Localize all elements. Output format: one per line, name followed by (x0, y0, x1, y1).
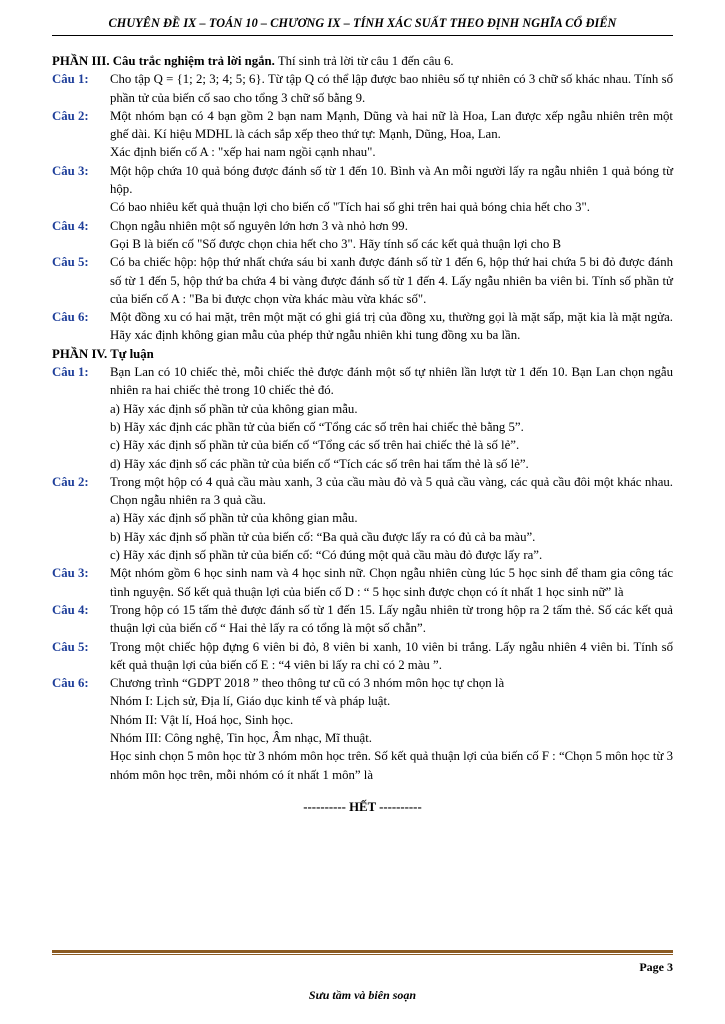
question-label: Câu 6: (52, 310, 89, 325)
part3-question-list (52, 70, 673, 344)
question-line: Có ba chiếc hộp: hộp thứ nhất chứa sáu bi xanh được đánh số từ 1 đến 6, hộp thứ hai chứa 5 bi đỏ được đánh số từ 1 đến 5, hộp thứ ba chứa 4 bi vàng được đánh số từ 1 đến 4. Lấy ngẫu nhiên ba viên bi. Tính số phần tử của biến cố A : "Ba bi được chọn vừa khác màu vừa khác số". (110, 255, 673, 306)
question-body (110, 601, 673, 638)
question-label: Câu 5: (52, 255, 89, 270)
question-label: Câu 2: (52, 474, 89, 489)
document-body (52, 52, 673, 816)
question-line: Xác định biến cố A : "xếp hai nam ngồi cạnh nhau". (110, 145, 376, 160)
question-body (110, 308, 673, 345)
question-label: Câu 6: (52, 676, 89, 691)
question-line: Trong hộp có 15 tấm thẻ được đánh số từ 1 đến 15. Lấy ngẫu nhiên từ trong hộp ra 2 tấm thẻ. Số các kết quả thuận lợi của biến cố “ Hai thẻ lấy ra có tổng là một số chẵn”. (110, 602, 673, 636)
question-line: Chương trình “GDPT 2018 ” theo thông tư cũ có 3 nhóm môn học tự chọn là (110, 676, 505, 691)
question-item (52, 70, 673, 107)
question-body (110, 564, 673, 601)
page-header (52, 16, 673, 36)
question-label: Câu 5: (52, 639, 89, 654)
question-body (110, 363, 673, 473)
question-body (110, 674, 673, 784)
question-line: c) Hãy xác định số phần tử của biến cố: “Có đúng một quả cầu màu đỏ được lấy ra”. (110, 548, 543, 563)
question-label: Câu 2: (52, 108, 89, 123)
question-label: Câu 4: (52, 602, 89, 617)
part4-heading (52, 345, 673, 363)
question-body (110, 107, 673, 162)
question-body (110, 162, 673, 217)
question-label: Câu 1: (52, 365, 89, 380)
question-line: b) Hãy xác định các phần tử của biến cố “Tổng các số trên hai chiếc thẻ bằng 5”. (110, 419, 524, 434)
question-item (52, 107, 673, 162)
question-line: d) Hãy xác định số các phần tử của biến cố “Tích các số trên hai tấm thẻ là số lẻ”. (110, 456, 529, 471)
question-item (52, 564, 673, 601)
question-body (110, 638, 673, 675)
question-line: Một nhóm gồm 6 học sinh nam và 4 học sinh nữ. Chọn ngẫu nhiên cùng lúc 5 học sinh để tham gia công tác tình nguyện. Số kết quả thuận lợi của biến cố D : “ 5 học sinh được chọn có ít nhất 1 học sinh nữ” là (110, 566, 673, 599)
page-number: Page 3 (639, 960, 673, 974)
question-line: Trong một chiếc hộp đựng 6 viên bi đỏ, 8 viên bi xanh, 10 viên bi trắng. Lấy ngẫu nhiên 4 viên bi. Tính số kết quả thuận lợi của biến cố E : “4 viên bi lấy ra chỉ có 2 màu ”. (110, 639, 673, 672)
question-line: a) Hãy xác định số phần tử của không gian mẫu. (110, 401, 358, 416)
question-line: Nhóm I: Lịch sử, Địa lí, Giáo dục kinh tế và pháp luật. (110, 694, 391, 709)
question-item (52, 162, 673, 217)
question-line: Có bao nhiêu kết quả thuận lợi cho biến cố "Tích hai số ghi trên hai quả bóng chia hết cho 3". (110, 200, 590, 215)
question-item (52, 601, 673, 638)
question-label: Câu 1: (52, 72, 89, 87)
question-item (52, 638, 673, 675)
question-line: Một hộp chứa 10 quả bóng được đánh số từ 1 đến 10. Bình và An mỗi người lấy ra ngẫu nhiên 1 quả bóng từ hộp. (110, 163, 673, 197)
question-line: Học sinh chọn 5 môn học từ 3 nhóm môn học trên. Số kết quả thuận lợi của biến cố F : “Chọn 5 môn học từ 3 nhóm môn học trên, mỗi nhóm có ít nhất 1 môn” là (110, 749, 673, 782)
question-body (110, 70, 673, 107)
question-line: Một đồng xu có hai mặt, trên một mặt có ghi giá trị của đồng xu, thường gọi là mặt sấp, mặt kia là mặt ngửa. Hãy xác định không gian mẫu của phép thử ngẫu nhiên khi tung đồng xu ba lần. (110, 310, 673, 343)
question-body (110, 473, 673, 564)
question-line: Gọi B là biến cố "Số được chọn chia hết cho 3". Hãy tính số các kết quả thuận lợi cho B (110, 236, 561, 251)
question-line: Một nhóm bạn có 4 bạn gồm 2 bạn nam Mạnh, Dũng và hai nữ là Hoa, Lan được xếp ngẫu nhiên trên một ghế dài. Kí hiệu MDHL là cách sắp xếp theo thứ tự: Mạnh, Dũng, Hoa, Lan. (110, 108, 673, 142)
footer-divider (52, 950, 673, 956)
part3-title: PHẦN III. Câu trắc nghiệm trả lời ngắn. (52, 54, 275, 68)
part3-intro: Thí sinh trả lời từ câu 1 đến câu 6. (274, 54, 454, 68)
part4-title: PHẦN IV. Tự luận (52, 346, 154, 361)
header-title: CHUYÊN ĐỀ IX – TOÁN 10 – CHƯƠNG IX – TÍNH XÁC SUẤT THEO ĐỊNH NGHĨA CỔ ĐIỂN (108, 16, 617, 30)
part3-heading (52, 52, 673, 70)
footer-note: Sưu tầm và biên soạn (308, 988, 417, 1002)
end-marker: ---------- HẾT ---------- (303, 799, 422, 814)
question-line: c) Hãy xác định số phần tử của biến cố “Tổng các số trên hai chiếc thẻ là số lẻ”. (110, 438, 520, 453)
question-line: Nhóm II: Vật lí, Hoá học, Sinh học. (110, 712, 294, 727)
question-item (52, 253, 673, 308)
question-line: b) Hãy xác định số phần tử của biến cố: “Ba quả cầu được lấy ra có đủ cả ba màu”. (110, 529, 536, 544)
question-item (52, 674, 673, 784)
question-label: Câu 3: (52, 163, 89, 178)
question-line: Cho tập Q = {1; 2; 3; 4; 5; 6}. Từ tập Q có thể lập được bao nhiêu số tự nhiên có 3 chữ số khác nhau. Tính số phần tử của biến cố sao cho tổng 3 chữ số bằng 9. (110, 72, 673, 105)
question-line: Bạn Lan có 10 chiếc thẻ, mỗi chiếc thẻ được đánh một số tự nhiên lần lượt từ 1 đến 10. Bạn Lan chọn ngẫu nhiên ra hai chiếc thẻ trong 10 chiếc thẻ đó. (110, 365, 673, 398)
question-body (110, 217, 673, 254)
question-body (110, 253, 673, 308)
question-item (52, 217, 673, 254)
question-item (52, 473, 673, 564)
question-line: a) Hãy xác định số phần tử của không gian mẫu. (110, 511, 358, 526)
question-item (52, 308, 673, 345)
question-item (52, 363, 673, 473)
part4-question-list (52, 363, 673, 784)
question-line: Chọn ngẫu nhiên một số nguyên lớn hơn 3 và nhỏ hơn 99. (110, 218, 408, 233)
question-label: Câu 3: (52, 566, 89, 581)
question-line: Nhóm III: Công nghệ, Tin học, Âm nhạc, Mĩ thuật. (110, 730, 372, 745)
question-line: Trong một hộp có 4 quả cầu màu xanh, 3 của cầu màu đỏ và 5 quả cầu vàng, các quả cầu đôi một khác nhau. Chọn ngẫu nhiên ra 3 quả cầu. (110, 474, 673, 508)
question-label: Câu 4: (52, 218, 89, 233)
